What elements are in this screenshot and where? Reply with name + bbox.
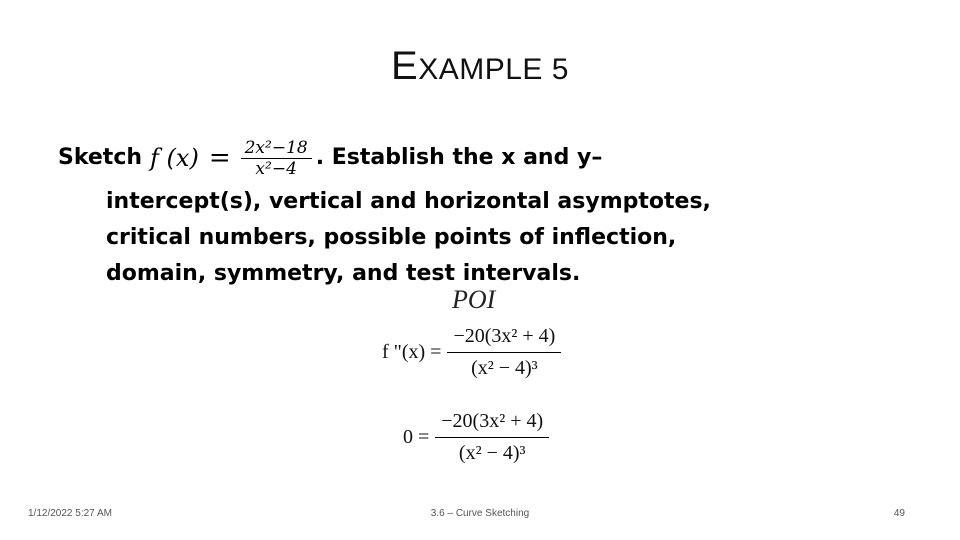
footer-title: 3.6 – Curve Sketching	[430, 508, 530, 519]
title-rest: XAMPLE 5	[418, 53, 569, 86]
slide-title	[0, 44, 960, 89]
equals-sign: =	[208, 143, 231, 173]
problem-line-4: domain, symmetry, and test intervals.	[106, 261, 581, 286]
function-denominator: x²−4	[255, 158, 297, 179]
second-derivative-fraction	[447, 325, 561, 380]
footer-page-number: 49	[893, 508, 905, 519]
problem-line-2: intercept(s), vertical and horizontal asymptotes,	[106, 189, 711, 214]
function-fraction	[241, 138, 312, 179]
problem-line-3: critical numbers, possible points of inflection,	[106, 225, 677, 250]
problem-line-1	[58, 132, 858, 184]
zero-equation-denominator: (x² − 4)³	[458, 442, 526, 464]
title-initial: E	[391, 44, 419, 88]
zero-equation-fraction	[435, 410, 549, 465]
zero-equation-numerator: −20(3x² + 4)	[435, 410, 549, 438]
zero-equation	[403, 410, 549, 465]
second-derivative-equation	[382, 325, 561, 380]
footer-date: 1/12/2022 5:27 AM	[28, 508, 112, 519]
poi-label: POI	[452, 285, 496, 314]
function-numerator: 2x²−18	[241, 138, 312, 159]
function-lhs: f (x)	[150, 144, 199, 172]
sketch-word: Sketch	[58, 145, 143, 170]
second-derivative-lhs: f "(x) =	[382, 341, 442, 363]
second-derivative-denominator: (x² − 4)³	[471, 357, 538, 379]
problem-tail: . Establish the x and y–	[315, 145, 603, 170]
problem-statement	[58, 132, 858, 292]
zero-equation-lhs: 0 =	[403, 426, 430, 448]
second-derivative-numerator: −20(3x² + 4)	[447, 325, 561, 353]
